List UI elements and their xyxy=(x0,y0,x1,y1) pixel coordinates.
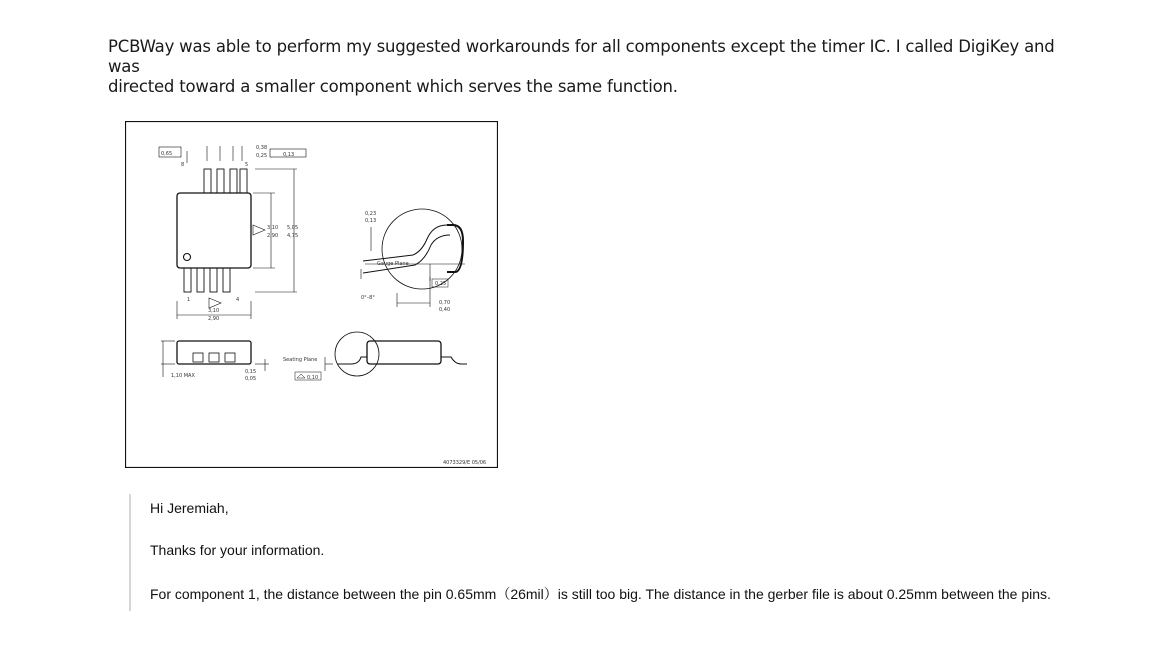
pin-1-label: 1 xyxy=(187,297,191,303)
package-drawing xyxy=(125,121,498,468)
gauge-plane-label: Gauge Plane xyxy=(377,261,409,267)
standoff-max-label: 0,15 xyxy=(245,369,257,375)
lead-width-min: 0,25 xyxy=(256,153,268,159)
pin-4-label: 4 xyxy=(236,297,240,303)
lead-thickness-min: 0,13 xyxy=(365,218,377,224)
doc-ref-label: 4073329/E 05/06 xyxy=(443,460,487,466)
pin-8-label: 8 xyxy=(181,162,185,168)
intro-line-2: directed toward a smaller component which serves the same function. xyxy=(108,77,678,96)
lead-thickness-max: 0,23 xyxy=(365,211,377,217)
body-length-min: 2,90 xyxy=(208,316,220,322)
intro-paragraph xyxy=(108,37,1068,97)
email-thanks: Thanks for your information. xyxy=(150,542,325,558)
angle-label: 0°–8° xyxy=(361,295,375,301)
gauge-dim-label: 0,25 xyxy=(435,281,447,287)
standoff-min-label: 0,05 xyxy=(245,376,257,382)
pitch-label: 0,65 xyxy=(161,151,173,157)
body-width-min: 2,90 xyxy=(267,233,279,239)
foot-min-label: 0,40 xyxy=(439,307,451,313)
coplanarity-label: 0,10 xyxy=(307,375,319,381)
overall-width-min: 4,75 xyxy=(287,233,299,239)
overall-width-max: 5,05 xyxy=(287,225,299,231)
pin-5-label: 5 xyxy=(245,162,249,168)
tolerance-label: 0,13 xyxy=(283,152,295,158)
body-length-max: 3,10 xyxy=(208,308,220,314)
lead-width-max: 0,38 xyxy=(256,145,268,151)
email-quote xyxy=(129,494,1131,611)
email-greeting: Hi Jeremiah, xyxy=(150,500,229,516)
intro-line-1: PCBWay was able to perform my suggested workarounds for all components except the timer IC. I called DigiKey and was xyxy=(108,37,1055,76)
body-width-max: 3,10 xyxy=(267,225,279,231)
seating-plane-label: Seating Plane xyxy=(283,357,318,363)
email-body: For component 1, the distance between the pin 0.65mm（26mil）is still too big. The distance in the gerber file is about 0.25mm between the pins. xyxy=(150,586,1051,602)
foot-max-label: 0,70 xyxy=(439,300,451,306)
height-label: 1,10 MAX xyxy=(171,373,195,379)
